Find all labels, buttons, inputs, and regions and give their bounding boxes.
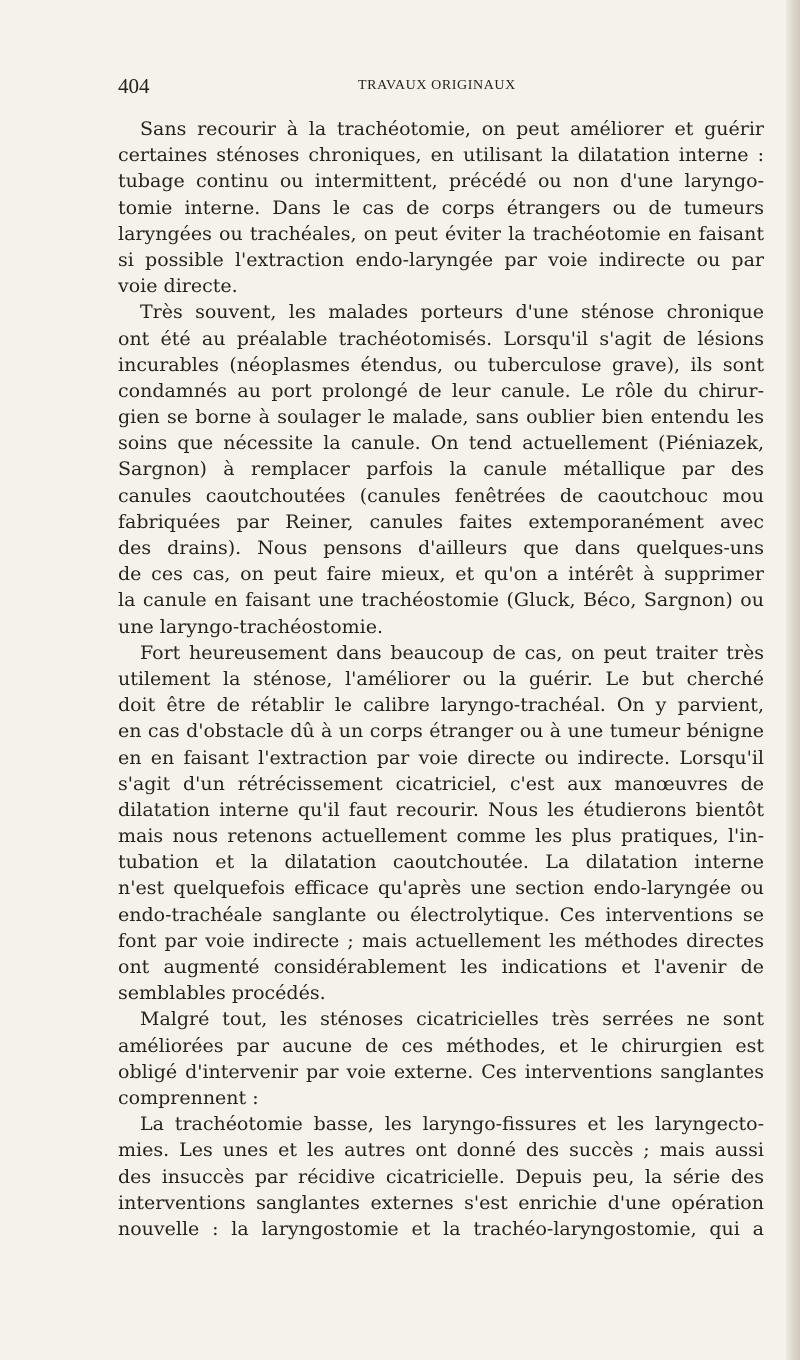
text-line: si possible l'extraction endo-laryngée par voie indirecte ou par (118, 248, 764, 271)
page-header (118, 74, 764, 98)
text-line: tomie interne. Dans le cas de corps étrangers ou de tumeurs (118, 196, 764, 219)
text-line: gien se borne à soulager le malade, sans oublier bien entendu les (118, 406, 764, 429)
text-line: condamnés au port prolongé de leur canule. Le rôle du chirur- (118, 379, 764, 402)
text-line: Très souvent, les malades porteurs d'une sténose chronique (140, 301, 764, 324)
body-text (118, 116, 764, 1242)
text-line: soins que nécessite la canule. On tend actuellement (Piéniazek, (118, 432, 764, 455)
text-line: Sans recourir à la trachéotomie, on peut améliorer et guérir (140, 118, 764, 140)
text-line: fabriquées par Reiner, canules faites extemporanément avec (118, 510, 764, 533)
page-number: 404 (118, 74, 150, 98)
text-line: mies. Les unes et les autres ont donné des succès ; mais aussi (118, 1139, 764, 1162)
text-line: Sargnon) à remplacer parfois la canule métallique par des (118, 458, 764, 481)
text-line: voie directe. (118, 275, 238, 298)
text-line: laryngées ou trachéales, on peut éviter la trachéotomie en faisant (118, 222, 764, 245)
text-line: dilatation interne qu'il faut recourir. Nous les étudierons bientôt (118, 798, 764, 821)
text-line: font par voie indirecte ; mais actuellement les méthodes directes (118, 929, 764, 952)
text-line: de ces cas, on peut faire mieux, et qu'on a intérêt à supprimer (118, 563, 764, 586)
text-line: obligé d'intervenir par voie externe. Ces interventions sanglantes (118, 1060, 764, 1083)
running-head: TRAVAUX ORIGINAUX (358, 78, 516, 93)
text-line: améliorées par aucune de ces méthodes, et le chirurgien est (118, 1034, 764, 1057)
text-line: en cas d'obstacle dû à un corps étranger ou à une tumeur bénigne (118, 720, 764, 743)
page-edge-shadow (786, 0, 800, 1360)
text-line: n'est quelquefois efficace qu'après une section endo-laryngée ou (118, 877, 764, 900)
text-line: interventions sanglantes externes s'est enrichie d'une opération (118, 1191, 764, 1214)
text-line: des insuccès par récidive cicatricielle. Depuis peu, la série des (118, 1165, 764, 1188)
text-line: s'agit d'un rétrécissement cicatriciel, c'est aux manœuvres de (118, 772, 764, 795)
text-line: endo-trachéale sanglante ou électrolytique. Ces interventions se (118, 903, 764, 926)
text-line: nouvelle : la laryngostomie et la trachéo-laryngostomie, qui a (118, 1217, 764, 1240)
text-line: tubation et la dilatation caoutchoutée. La dilatation interne (118, 851, 764, 874)
text-line: ont été au préalable trachéotomisés. Lorsqu'il s'agit de lésions (118, 327, 764, 350)
text-line: incurables (néoplasmes étendus, ou tuberculose grave), ils sont (118, 353, 764, 376)
text-line: La trachéotomie basse, les laryngo-fissures et les laryngecto- (140, 1113, 764, 1136)
text-line: certaines sténoses chroniques, en utilisant la dilatation interne : (118, 144, 764, 167)
text-line: doit être de rétablir le calibre laryngo-trachéal. On y parvient, (118, 694, 764, 717)
text-line: en en faisant l'extraction par voie directe ou indirecte. Lorsqu'il (118, 746, 764, 769)
text-line: comprennent : (118, 1086, 259, 1109)
text-line: ont augmenté considérablement les indications et l'avenir de (118, 956, 764, 978)
text-line: la canule en faisant une trachéostomie (Gluck, Béco, Sargnon) ou (118, 589, 764, 612)
text-line: tubage continu ou intermittent, précédé ou non d'une laryngo- (118, 170, 764, 193)
text-line: Fort heureusement dans beaucoup de cas, on peut traiter très (140, 641, 764, 664)
text-line: semblables procédés. (118, 982, 326, 1005)
text-line: mais nous retenons actuellement comme les plus pratiques, l'in- (118, 825, 764, 848)
text-line: Malgré tout, les sténoses cicatricielles très serrées ne sont (140, 1008, 764, 1031)
text-line: des drains). Nous pensons d'ailleurs que dans quelques-uns (118, 537, 764, 559)
text-line: utilement la sténose, l'améliorer ou la guérir. Le but cherché (118, 667, 764, 690)
text-line: canules caoutchoutées (canules fenêtrées de caoutchouc mou (118, 484, 764, 507)
text-line: une laryngo-trachéostomie. (118, 615, 384, 638)
